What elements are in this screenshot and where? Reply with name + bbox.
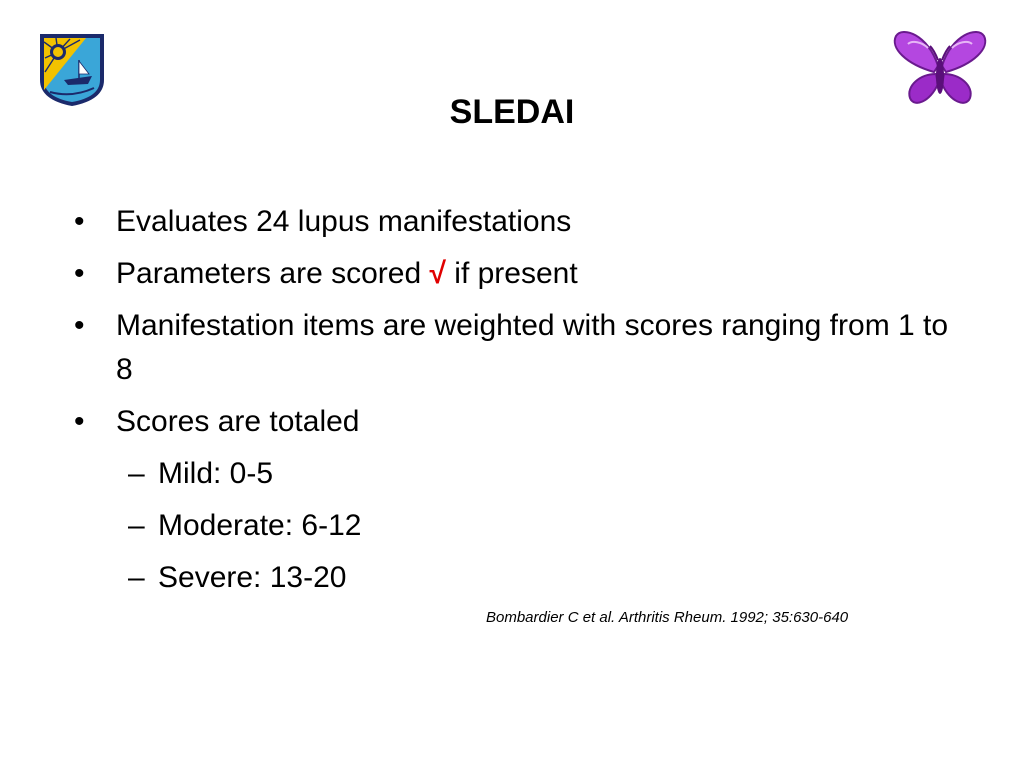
sub-bullet-marker: –: [128, 509, 145, 542]
citation: Bombardier C et al. Arthritis Rheum. 1992; 35:630-640: [486, 609, 849, 626]
bullet-text: Manifestation items are weighted with scores ranging from 1 to 8: [116, 309, 949, 386]
bullet-item: [72, 400, 952, 444]
check-mark: √: [429, 257, 446, 290]
bullet-text-before: Parameters are scored: [116, 257, 430, 290]
bullet-item: [72, 252, 952, 296]
bullet-marker: •: [74, 405, 85, 438]
sub-bullet-text: Severe: 13-20: [158, 561, 347, 594]
bullet-marker: •: [74, 257, 85, 290]
sub-bullet-marker: –: [128, 457, 145, 490]
sub-bullet-text: Moderate: 6-12: [158, 509, 362, 542]
bullet-text-after: if present: [445, 257, 578, 290]
slide-title: SLEDAI: [449, 93, 575, 131]
bullet-item: [72, 304, 952, 392]
bullet-text: Evaluates 24 lupus manifestations: [116, 205, 572, 238]
sub-bullet-marker: –: [128, 561, 145, 594]
sub-bullet-item: [72, 556, 952, 600]
bullet-text: [116, 257, 578, 290]
bullet-marker: •: [74, 309, 85, 342]
bullet-text: Scores are totaled: [116, 405, 360, 438]
sub-bullet-item: [72, 504, 952, 548]
bullet-item: [72, 200, 952, 244]
sub-bullet-item: [72, 452, 952, 496]
sub-bullet-text: Mild: 0-5: [158, 457, 274, 490]
bullet-list: [72, 200, 952, 608]
bullet-marker: •: [74, 205, 85, 238]
